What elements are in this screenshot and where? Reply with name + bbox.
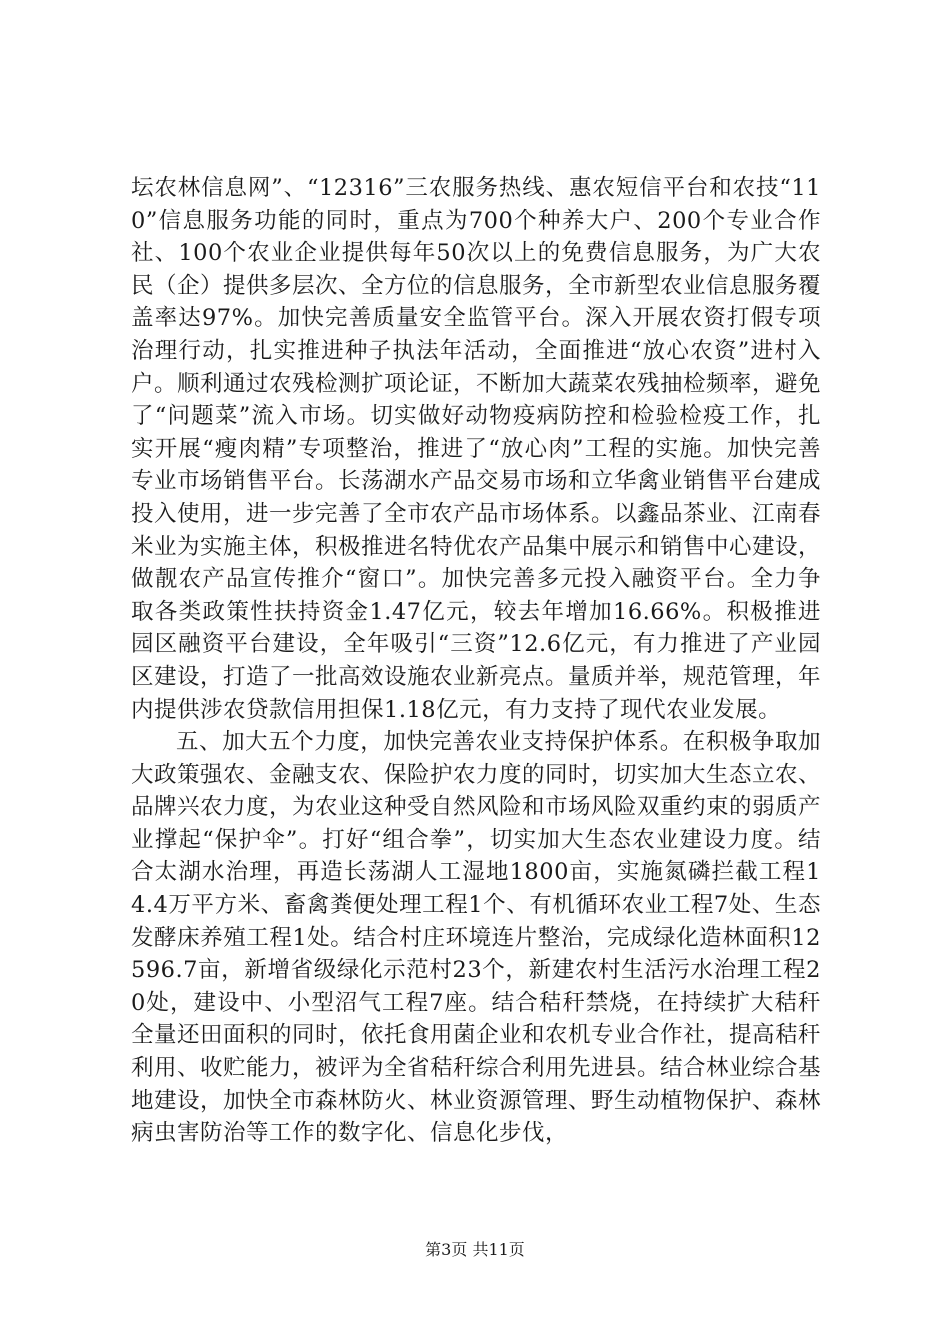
paragraph-section-five: 五、加大五个力度，加快完善农业支持保护体系。在积极争取加大政策强农、金融支农、保险护农力度的同时，切实加大生态立农、品牌兴农力度，为农业这种受自然风险和市场风险双重约束的弱质产业撑起“保护伞”。打好“组合拳”，切实加大生态农业建设力度。结合太湖水治理，再造长荡湖人工湿地1800亩，实施氮磷拦截工程14.4万平方米、畜禽粪便处理工程1个、有机循环农业工程7处、生态发酵床养殖工程1处。结合村庄环境连片整治，完成绿化造林面积12596.7亩，新增省级绿化示范村23个，新建农村生活污水治理工程20处，建设中、小型沼气工程7座。结合秸秆禁烧，在持续扩大秸秆全量还田面积的同时，依托食用菌企业和农机专业合作社，提高秸秆利用、收贮能力，被评为全省秸秆综合利用先进县。结合林业综合基地建设，加快全市森林防火、林业资源管理、野生动植物保护、森林病虫害防治等工作的数字化、信息化步伐， — [131, 729, 822, 1147]
body-text — [131, 172, 821, 1150]
page-footer — [0, 1240, 950, 1260]
paragraph-continued: 坛农林信息网”、“12316”三农服务热线、惠农短信平台和农技“110”信息服务功能的同时，重点为700个种养大户、200个专业合作社、100个农业企业提供每年50次以上的免费信息服务，为广大农民（企）提供多层次、全方位的信息服务，全市新型农业信息服务覆盖率达97%。加快完善质量安全监管平台。深入开展农资打假专项治理行动，扎实推进种子执法年活动，全面推进“放心农资”进村入户。顺利通过农残检测扩项论证，不断加大蔬菜农残抽检频率，避免了“问题菜”流入市场。切实做好动物疫病防控和检验检疫工作，扎实开展“瘦肉精”专项整治，推进了“放心肉”工程的实施。加快完善专业市场销售平台。长荡湖水产品交易市场和立华禽业销售平台建成投入使用，进一步完善了全市农产品市场体系。以鑫品茶业、江南春米业为实施主体，积极推进名特优农产品集中展示和销售中心建设，做靓农产品宣传推介“窗口”。加快完善多元投入融资平台。全力争取各类政策性扶持资金1.47亿元，较去年增加16.66%。积极推进园区融资平台建设，全年吸引“三资”12.6亿元，有力推进了产业园区建设，打造了一批高效设施农业新亮点。量质并举，规范管理，年内提供涉农贷款信用担保1.18亿元，有力支持了现代农业发展。 — [131, 175, 822, 723]
page-number: 第3页 共11页 — [425, 1240, 525, 1259]
